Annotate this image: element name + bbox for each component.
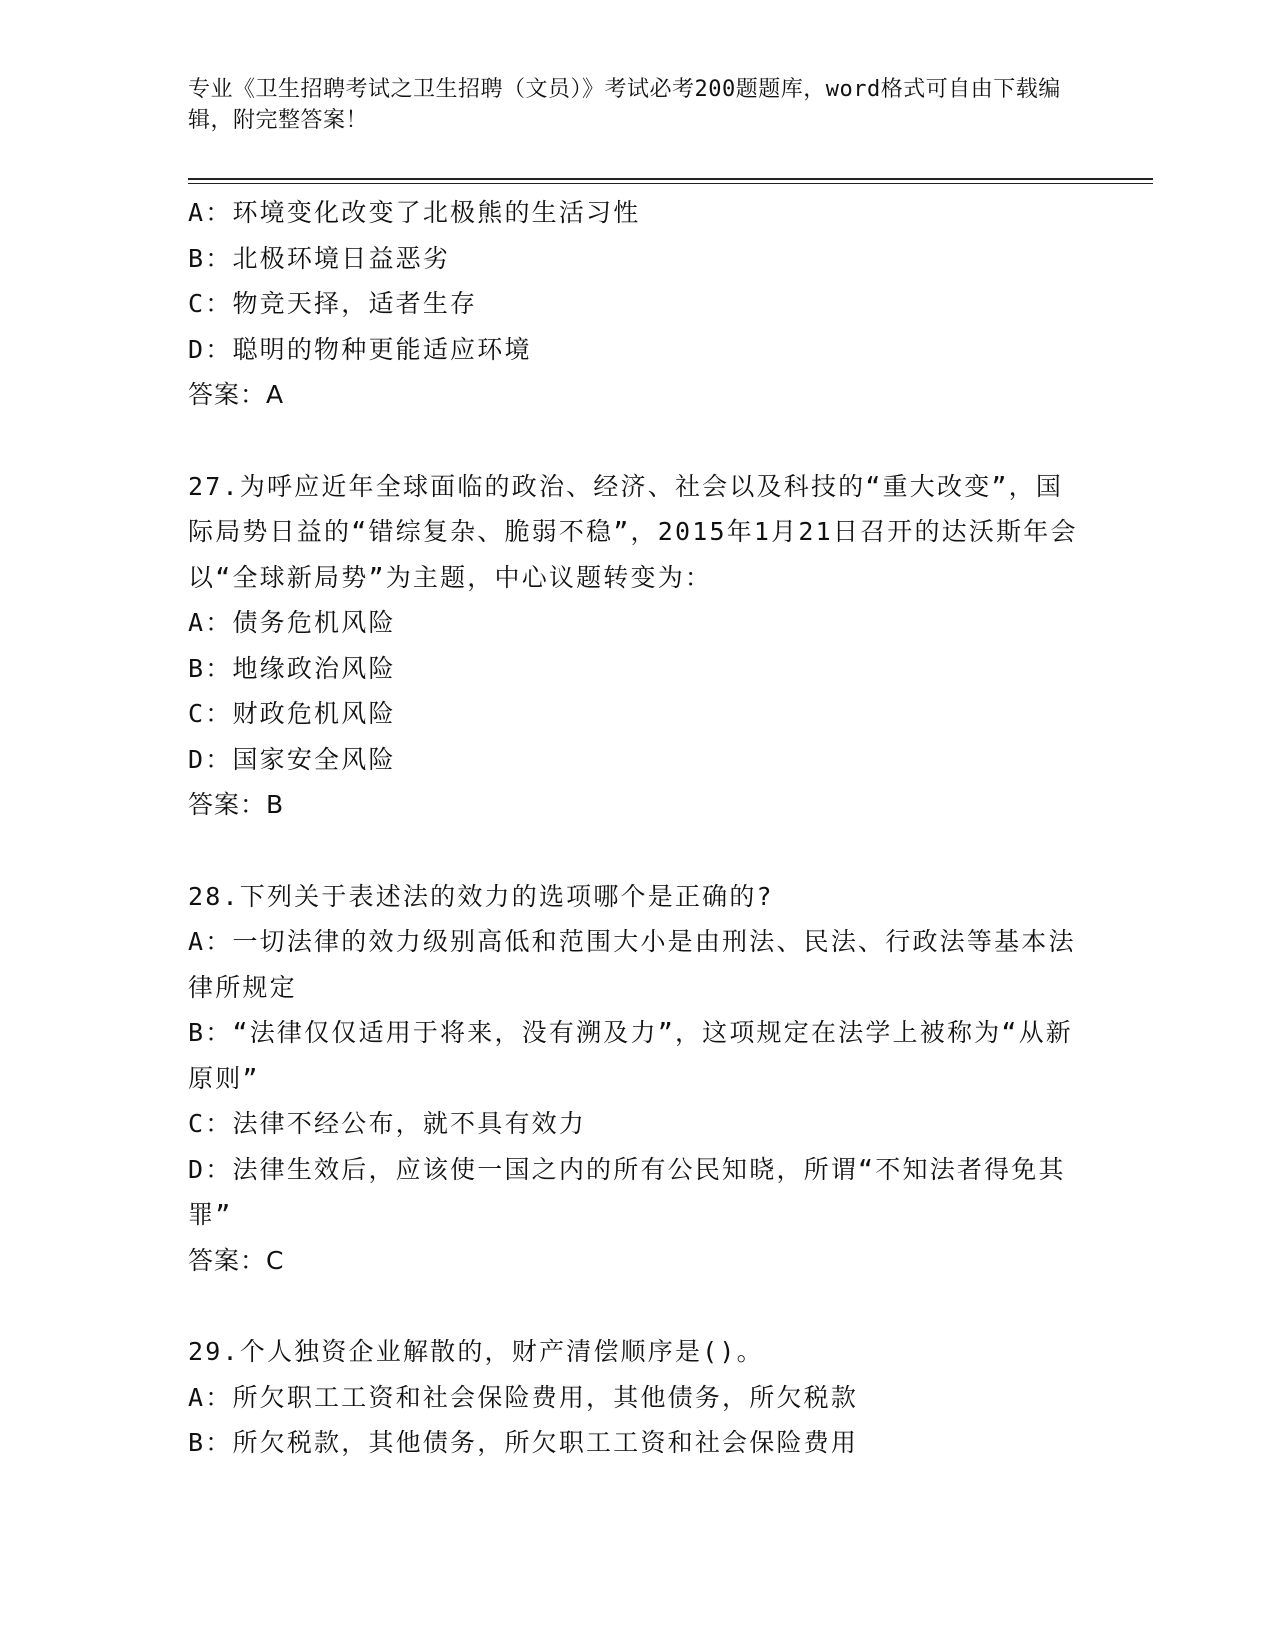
answer-line: 答案：B <box>188 790 285 819</box>
question-content <box>188 190 1088 1466</box>
question-block-27 <box>188 464 1088 828</box>
option-b: B：北极环境日益恶劣 <box>188 243 451 273</box>
option-b: B：地缘政治风险 <box>188 653 396 683</box>
option-b: B：“法律仅仅适用于将来，没有溯及力”，这项规定在法学上被称为“从新原则” <box>188 1018 1074 1093</box>
option-a: A：债务危机风险 <box>188 608 396 637</box>
block-spacer <box>188 1283 1088 1329</box>
option-c: C：物竞天择，适者生存 <box>188 289 478 318</box>
option-d: D：聪明的物种更能适应环境 <box>188 334 532 364</box>
question-block-28 <box>188 874 1088 1284</box>
option-a: A：环境变化改变了北极熊的生活习性 <box>188 198 641 227</box>
option-a: A：所欠职工工资和社会保险费用，其他债务，所欠税款 <box>188 1382 859 1412</box>
question-text: 29.个人独资企业解散的，财产清偿顺序是()。 <box>188 1337 764 1366</box>
option-c: C：法律不经公布，就不具有效力 <box>188 1109 587 1138</box>
option-b: B：所欠税款，其他债务，所欠职工工资和社会保险费用 <box>188 1428 859 1457</box>
option-d: D：法律生效后，应该使一国之内的所有公民知晓，所谓“不知法者得免其罪” <box>188 1154 1066 1229</box>
question-text: 28.下列关于表述法的效力的选项哪个是正确的? <box>188 881 774 911</box>
question-text: 27.为呼应近年全球面临的政治、经济、社会以及科技的“重大改变”，国际局势日益的“错综复杂、脆弱不稳”，2015年1月21日召开的达沃斯年会以“全球新局势”为主题，中心议题转变为： <box>188 471 1078 592</box>
question-block-26 <box>188 190 1088 418</box>
document-header-title: 专业《卫生招聘考试之卫生招聘（文员）》考试必考200题题库，word格式可自由下载编辑，附完整答案！ <box>188 77 1061 133</box>
option-d: D：国家安全风险 <box>188 744 396 774</box>
option-c: C：财政危机风险 <box>188 699 396 728</box>
block-spacer <box>188 828 1088 874</box>
header-divider-thick <box>188 178 1153 180</box>
block-spacer <box>188 418 1088 464</box>
answer-line: 答案：C <box>188 1245 285 1275</box>
question-block-29 <box>188 1329 1088 1466</box>
header-divider-thin <box>188 183 1153 184</box>
answer-line: 答案：A <box>188 380 285 409</box>
option-a: A：一切法律的效力级别高低和范围大小是由刑法、民法、行政法等基本法律所规定 <box>188 927 1076 1002</box>
